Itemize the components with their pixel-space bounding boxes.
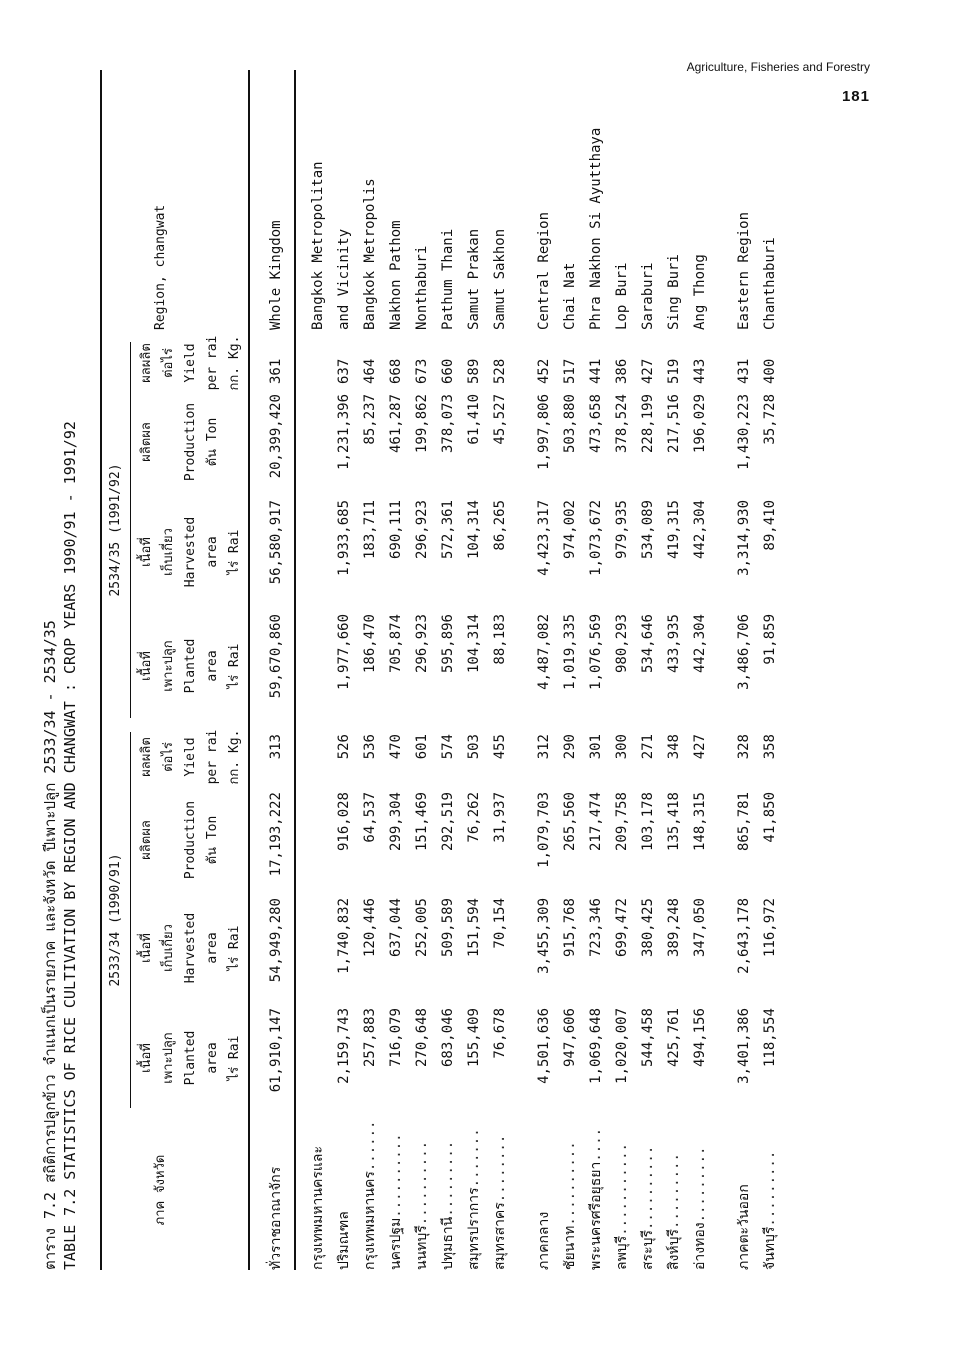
cell-col-6: 183,711 [362, 500, 378, 560]
cell-col-8: 519 [666, 358, 682, 384]
cell-col-4: 271 [640, 734, 656, 760]
column-header-line: เพาะปลูก [161, 640, 176, 692]
column-header-line: เก็บเกี่ยว [161, 528, 176, 576]
row-label-thai [384, 1100, 408, 1270]
column-header-line: เพาะปลูก [161, 1032, 176, 1084]
cell-col-7: 217,516 [666, 394, 682, 454]
leader-dots: ........... [614, 1143, 630, 1236]
cell-col-7: 45,527 [492, 394, 508, 445]
cell-col-5: 980,293 [614, 614, 630, 674]
table-title-thai: ตาราง 7.2 สถิติการปลูกข้าว จำแนกเป็นรายภาค และจังหวัด ปีเพาะปลูก 2533/34 - 2534/35 [41, 620, 59, 1270]
row-label-english: Chanthaburi [762, 237, 778, 330]
table-row [758, 70, 782, 1280]
row-label-english: Nonthaburi [414, 245, 430, 330]
row-label-english: Nakhon Pathom [388, 220, 404, 330]
cell-col-8: 668 [388, 358, 404, 384]
cell-col-7: 378,524 [614, 394, 630, 454]
cell-col-5: 4,487,082 [536, 614, 552, 690]
year-header-2: 2534/35 (1991/92) [108, 463, 123, 597]
cell-col-3: 148,315 [692, 792, 708, 852]
column-header-line: area [205, 650, 220, 682]
row-label-thai [688, 1100, 712, 1270]
table-row [532, 70, 556, 1280]
column-header-line: ต่อไร่ [161, 348, 176, 378]
row-label-english: Saraburi [640, 262, 656, 330]
table-row [384, 70, 408, 1280]
cell-col-1: 61,910,147 [268, 1008, 284, 1093]
cell-col-2: 723,346 [588, 898, 604, 958]
row-label-english: Phra Nakhon Si Ayutthaya [588, 127, 604, 330]
rotated-table [40, 40, 880, 1280]
cell-col-2: 347,050 [692, 898, 708, 958]
table-row [662, 70, 686, 1280]
row-label-thai-text: ทั่วราชอาณาจักร [268, 1166, 284, 1270]
cell-col-2: 915,768 [562, 898, 578, 958]
column-header-line: Production [183, 402, 198, 482]
cell-col-3: 103,178 [640, 792, 656, 852]
cell-col-5: 1,076,569 [588, 614, 604, 690]
cell-col-3: 292,519 [440, 792, 456, 852]
leader-dots: ....... [466, 1128, 482, 1188]
leader-dots: .......... [414, 1140, 430, 1226]
row-label-thai [306, 1100, 330, 1270]
cell-col-3: 217,474 [588, 792, 604, 852]
row-label-english: Samut Prakan [466, 228, 482, 330]
cell-col-8: 361 [268, 358, 284, 384]
column-header-line: area [205, 1042, 220, 1074]
cell-col-1: 716,079 [388, 1008, 404, 1068]
cell-col-5: 88,183 [492, 614, 508, 665]
cell-col-5: 442,304 [692, 614, 708, 674]
leader-dots: .... [588, 1127, 604, 1162]
leader-dots: ......... [440, 1140, 456, 1217]
cell-col-8: 660 [440, 358, 456, 384]
row-label-thai [758, 1100, 782, 1270]
cell-col-8: 441 [588, 358, 604, 384]
cell-col-7: 1,430,223 [736, 394, 752, 470]
table-row [358, 70, 382, 1280]
cell-col-2: 252,005 [414, 898, 430, 958]
column-header-3 [136, 792, 246, 888]
cell-col-2: 637,044 [388, 898, 404, 958]
cell-col-4: 290 [562, 734, 578, 760]
cell-col-8: 427 [640, 358, 656, 384]
cell-col-8: 431 [736, 358, 752, 384]
column-header-line: Harvested [183, 912, 198, 984]
column-header-line: Planted [183, 1030, 198, 1086]
table-row [462, 70, 486, 1280]
column-header-line: กก. Kg. [227, 729, 242, 785]
leader-dots: ......... [692, 1146, 708, 1223]
table-row [436, 70, 460, 1280]
table-row [584, 70, 608, 1280]
cell-col-7: 196,029 [692, 394, 708, 454]
row-label-thai [358, 1100, 382, 1270]
column-header-line: Yield [183, 343, 198, 383]
table-row [306, 70, 330, 1280]
cell-col-3: 41,850 [762, 792, 778, 843]
row-label-thai-text: ภาคตะวันออก [736, 1184, 752, 1270]
cell-col-3: 31,937 [492, 792, 508, 843]
leader-dots: .......... [640, 1145, 656, 1230]
cell-col-4: 312 [536, 734, 552, 760]
cell-col-6: 1,073,672 [588, 500, 604, 576]
year-rule-2 [130, 342, 131, 718]
cell-col-5: 59,670,860 [268, 614, 284, 699]
cell-col-4: 358 [762, 734, 778, 760]
row-label-english: and Vicinity [336, 228, 352, 330]
cell-col-3: 1,079,703 [536, 792, 552, 868]
cell-col-6: 296,923 [414, 500, 430, 560]
table-row [410, 70, 434, 1280]
cell-col-6: 56,580,917 [268, 500, 284, 585]
column-header-line: Harvested [183, 516, 198, 588]
cell-col-5: 91,859 [762, 614, 778, 665]
column-header-1 [136, 1008, 246, 1108]
column-header-line: ไร่ Rai [227, 925, 242, 971]
table-row [732, 70, 756, 1280]
cell-col-3: 265,560 [562, 792, 578, 852]
row-label-thai-text: จันทบุรี [762, 1226, 778, 1270]
running-head: Agriculture, Fisheries and Forestry [686, 60, 870, 74]
column-header-line: area [205, 932, 220, 964]
cell-col-8: 464 [362, 358, 378, 384]
cell-col-1: 118,554 [762, 1008, 778, 1068]
cell-col-1: 1,069,648 [588, 1008, 604, 1084]
leader-dots: ......... [762, 1150, 778, 1227]
column-header-line: per rai [205, 335, 220, 391]
leader-dots: .......... [562, 1141, 578, 1226]
cell-col-4: 455 [492, 734, 508, 760]
column-header-8 [136, 330, 246, 396]
cell-col-3: 135,418 [666, 792, 682, 852]
page-number: 181 [841, 88, 870, 105]
cell-col-4: 470 [388, 734, 404, 760]
row-label-thai [732, 1100, 756, 1270]
row-label-english: Pathum Thani [440, 228, 456, 330]
column-header-line: เก็บเกี่ยว [161, 924, 176, 972]
cell-col-7: 228,199 [640, 394, 656, 454]
row-label-thai [636, 1100, 660, 1270]
cell-col-4: 427 [692, 734, 708, 760]
cell-col-3: 916,028 [336, 792, 352, 852]
cell-col-1: 544,458 [640, 1008, 656, 1068]
cell-col-1: 494,156 [692, 1008, 708, 1068]
cell-col-4: 348 [666, 734, 682, 760]
row-label-english: Chai Nat [562, 262, 578, 330]
cell-col-5: 3,486,706 [736, 614, 752, 690]
leader-dots: ......... [666, 1153, 682, 1229]
row-label-thai-text: ลพบุรี [614, 1235, 630, 1270]
cell-col-1: 1,020,007 [614, 1008, 630, 1084]
table-title-english: TABLE 7.2 STATISTICS OF RICE CULTIVATION BY REGION AND CHANGWAT : CROP YEARS 1990/91 - 1991/92 [61, 421, 79, 1270]
row-label-thai-text: กรุงเทพมหานคร [362, 1171, 378, 1270]
row-label-thai [488, 1100, 512, 1270]
column-header-line: ผลิตผล [139, 422, 154, 462]
row-label-english: Sing Buri [666, 254, 682, 330]
row-label-thai-text: กรุงเทพมหานครและ [310, 1146, 326, 1270]
top-rule [100, 70, 102, 1270]
header-region-thai: ภาค จังหวัด [153, 1154, 168, 1226]
column-header-line: ตัน Ton [205, 815, 220, 865]
cell-col-5: 433,935 [666, 614, 682, 674]
cell-col-6: 572,361 [440, 500, 456, 560]
leader-dots: ........ [492, 1134, 508, 1203]
cell-col-1: 947,606 [562, 1008, 578, 1068]
column-header-6 [136, 500, 246, 604]
row-label-thai-text: สมุทรปราการ [466, 1187, 482, 1270]
row-label-thai [662, 1100, 686, 1270]
cell-col-3: 64,537 [362, 792, 378, 843]
cell-col-3: 209,758 [614, 792, 630, 852]
cell-col-2: 116,972 [762, 898, 778, 958]
cell-col-4: 300 [614, 734, 630, 760]
cell-col-1: 3,401,386 [736, 1008, 752, 1084]
column-header-line [158, 394, 180, 490]
cell-col-6: 979,935 [614, 500, 630, 560]
row-label-thai [410, 1100, 434, 1270]
cell-col-8: 443 [692, 358, 708, 384]
cell-col-4: 301 [588, 734, 604, 760]
cell-col-2: 54,949,280 [268, 898, 284, 983]
row-label-thai-text: สิงห์บุรี [666, 1228, 682, 1270]
cell-col-4: 536 [362, 734, 378, 760]
cell-col-1: 76,678 [492, 1008, 508, 1059]
cell-col-1: 2,159,743 [336, 1008, 352, 1084]
cell-col-2: 509,589 [440, 898, 456, 958]
row-label-thai [584, 1100, 608, 1270]
cell-col-7: 35,728 [762, 394, 778, 445]
row-label-thai-text: ชัยนาท [562, 1225, 578, 1270]
column-header-4 [136, 724, 246, 790]
row-label-thai-text: อ่างทอง [692, 1222, 708, 1270]
cell-col-2: 3,455,309 [536, 898, 552, 974]
row-label-english: Eastern Region [736, 211, 752, 330]
table-row [610, 70, 634, 1280]
column-header-line: Planted [183, 638, 198, 694]
row-label-thai [264, 1100, 288, 1270]
row-label-thai-text: สมุทรสาคร [492, 1202, 508, 1270]
column-header-line: กก. Kg. [227, 335, 242, 391]
cell-col-6: 3,314,930 [736, 500, 752, 576]
cell-col-3: 299,304 [388, 792, 404, 852]
row-label-thai-text: ภาคกลาง [536, 1211, 552, 1270]
cell-col-7: 378,073 [440, 394, 456, 454]
cell-col-6: 1,933,685 [336, 500, 352, 576]
column-header-line [158, 792, 180, 888]
cell-col-6: 89,410 [762, 500, 778, 551]
cell-col-5: 104,314 [466, 614, 482, 674]
column-header-line: ผลผลิต [139, 343, 154, 383]
row-label-thai-text: นครปฐม [388, 1217, 404, 1270]
cell-col-2: 1,740,832 [336, 898, 352, 974]
cell-col-2: 151,594 [466, 898, 482, 958]
cell-col-3: 865,781 [736, 792, 752, 852]
row-label-english: Central Region [536, 211, 552, 330]
column-header-line: ผลผลิต [139, 737, 154, 777]
cell-col-7: 61,410 [466, 394, 482, 445]
leader-dots: ...... [362, 1120, 378, 1172]
column-header-line: area [205, 536, 220, 568]
cell-col-1: 683,046 [440, 1008, 456, 1068]
column-header-line: เนื้อที่ [139, 651, 154, 681]
row-label-thai [332, 1100, 356, 1270]
table-row [558, 70, 582, 1280]
table-row [488, 70, 512, 1280]
row-label-thai [436, 1100, 460, 1270]
row-label-thai [558, 1100, 582, 1270]
cell-col-4: 574 [440, 734, 456, 760]
cell-col-6: 4,423,317 [536, 500, 552, 576]
row-label-thai [462, 1100, 486, 1270]
cell-col-1: 257,883 [362, 1008, 378, 1068]
cell-col-8: 528 [492, 358, 508, 384]
cell-col-4: 503 [466, 734, 482, 760]
header-region-eng: Region, changwat [153, 204, 168, 330]
column-header-5 [136, 614, 246, 718]
cell-col-8: 637 [336, 358, 352, 384]
cell-col-4: 526 [336, 734, 352, 760]
cell-col-5: 705,874 [388, 614, 404, 674]
cell-col-8: 673 [414, 358, 430, 384]
cell-col-2: 2,643,178 [736, 898, 752, 974]
cell-col-7: 1,231,396 [336, 394, 352, 470]
cell-col-7: 503,880 [562, 394, 578, 454]
cell-col-8: 452 [536, 358, 552, 384]
column-header-line: ผลิตผล [139, 820, 154, 860]
column-header-line: ไร่ Rai [227, 643, 242, 689]
row-label-english: Bangkok Metropolitan [310, 161, 326, 330]
column-header-line: ไร่ Rai [227, 529, 242, 575]
cell-col-7: 461,287 [388, 394, 404, 454]
row-label-english: Bangkok Metropolis [362, 178, 378, 330]
cell-col-5: 595,896 [440, 614, 456, 674]
cell-col-4: 313 [268, 734, 284, 760]
cell-col-5: 296,923 [414, 614, 430, 674]
cell-col-2: 389,248 [666, 898, 682, 958]
cell-col-1: 270,648 [414, 1008, 430, 1068]
column-header-line: ไร่ Rai [227, 1035, 242, 1081]
column-header-2 [136, 898, 246, 998]
column-header-7 [136, 394, 246, 490]
column-header-line: per rai [205, 729, 220, 785]
cell-col-7: 199,862 [414, 394, 430, 454]
header-bottom-rule [248, 70, 250, 1270]
cell-col-6: 104,314 [466, 500, 482, 560]
cell-col-1: 155,409 [466, 1008, 482, 1068]
cell-col-7: 473,658 [588, 394, 604, 454]
cell-col-6: 690,111 [388, 500, 404, 560]
cell-col-3: 151,469 [414, 792, 430, 852]
cell-col-5: 1,019,335 [562, 614, 578, 690]
year-header-1: 2533/34 (1990/91) [108, 853, 123, 987]
cell-col-4: 328 [736, 734, 752, 760]
cell-col-3: 17,193,222 [268, 792, 284, 877]
cell-col-4: 601 [414, 734, 430, 760]
row-label-thai-text: นนทบุรี [414, 1225, 430, 1270]
column-header-line [224, 394, 246, 490]
row-label-english: Samut Sakhon [492, 228, 508, 330]
cell-col-6: 86,265 [492, 500, 508, 551]
cell-col-6: 419,315 [666, 500, 682, 560]
row-label-thai-text: พระนครศรีอยุธยา [588, 1161, 604, 1270]
table-row [688, 70, 712, 1280]
cell-col-8: 400 [762, 358, 778, 384]
table-title [40, 421, 80, 1270]
cell-col-2: 70,154 [492, 898, 508, 949]
total-rule [294, 70, 296, 1270]
year-rule-1 [130, 732, 131, 1108]
cell-col-6: 442,304 [692, 500, 708, 560]
cell-col-6: 534,089 [640, 500, 656, 560]
column-header-line: ตัน Ton [205, 417, 220, 467]
column-header-line: Production [183, 800, 198, 880]
row-label-english: Ang Thong [692, 254, 708, 330]
cell-col-6: 974,002 [562, 500, 578, 560]
column-header-line [224, 792, 246, 888]
table-row [264, 70, 288, 1280]
row-label-thai [610, 1100, 634, 1270]
row-label-english: Lop Buri [614, 262, 630, 330]
cell-col-7: 20,399,420 [268, 394, 284, 479]
cell-col-2: 380,425 [640, 898, 656, 958]
cell-col-7: 85,237 [362, 394, 378, 445]
row-label-thai-text: ปทุมธานี [440, 1216, 456, 1270]
cell-col-5: 534,646 [640, 614, 656, 674]
cell-col-8: 517 [562, 358, 578, 384]
column-header-line: เนื้อที่ [139, 933, 154, 963]
row-label-thai-text: สระบุรี [640, 1230, 656, 1270]
cell-col-8: 386 [614, 358, 630, 384]
leader-dots: .......... [388, 1133, 404, 1218]
row-label-thai [532, 1100, 556, 1270]
cell-col-3: 76,262 [466, 792, 482, 843]
cell-col-8: 589 [466, 358, 482, 384]
column-header-line: เนื้อที่ [139, 1043, 154, 1073]
column-header-line: Yield [183, 737, 198, 777]
cell-col-7: 1,997,806 [536, 394, 552, 470]
cell-col-5: 1,977,660 [336, 614, 352, 690]
column-header-line: เนื้อที่ [139, 537, 154, 567]
column-header-line: ต่อไร่ [161, 742, 176, 772]
cell-col-1: 4,501,636 [536, 1008, 552, 1084]
cell-col-5: 186,470 [362, 614, 378, 674]
row-label-thai-text: ปริมณฑล [336, 1211, 352, 1270]
cell-col-1: 425,761 [666, 1008, 682, 1068]
row-label-english: Whole Kingdom [268, 220, 284, 330]
cell-col-2: 120,446 [362, 898, 378, 958]
cell-col-2: 699,472 [614, 898, 630, 958]
table-row [636, 70, 660, 1280]
table-row [332, 70, 356, 1280]
